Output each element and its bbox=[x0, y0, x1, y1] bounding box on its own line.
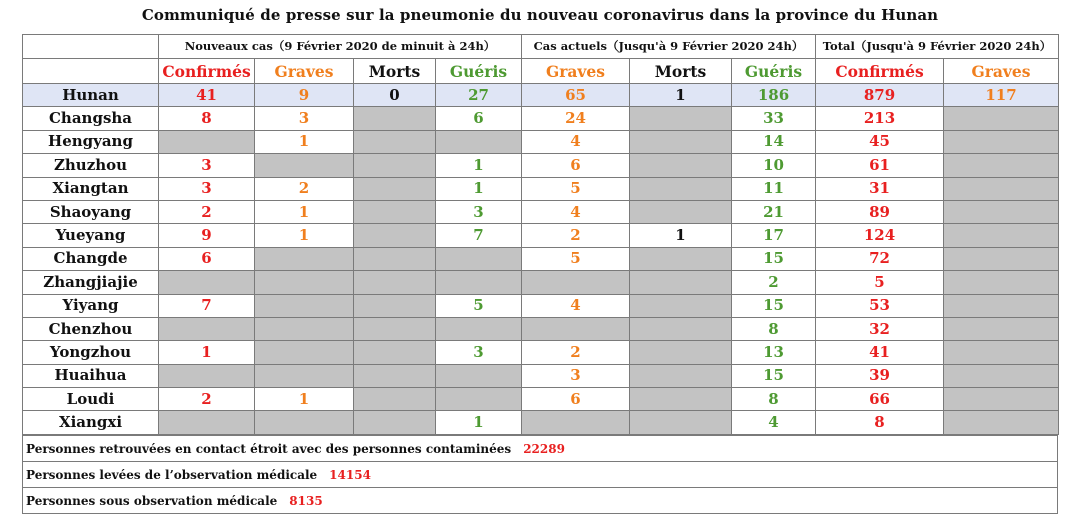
cell-new-confirmes: 1 bbox=[159, 341, 255, 364]
empty-cell bbox=[354, 341, 436, 364]
cell-new-gueris: 3 bbox=[436, 200, 522, 223]
cell-new-confirmes: 3 bbox=[159, 154, 255, 177]
cell-total-confirmes: 879 bbox=[816, 84, 944, 107]
col-header-confirmes: Confirmés bbox=[816, 59, 944, 84]
city-row bbox=[23, 411, 1059, 435]
empty-cell bbox=[159, 317, 255, 340]
cell-total-confirmes: 45 bbox=[816, 130, 944, 153]
empty-cell bbox=[630, 154, 732, 177]
city-row bbox=[23, 317, 1059, 340]
cell-current-graves: 4 bbox=[522, 200, 630, 223]
city-row bbox=[23, 224, 1059, 247]
col-header-graves: Graves bbox=[522, 59, 630, 84]
region-name: Xiangtan bbox=[23, 177, 159, 200]
cell-new-confirmes: 7 bbox=[159, 294, 255, 317]
cell-new-gueris: 27 bbox=[436, 84, 522, 107]
cell-current-gueris: 11 bbox=[732, 177, 816, 200]
empty-cell bbox=[630, 341, 732, 364]
city-row bbox=[23, 388, 1059, 411]
empty-cell bbox=[944, 317, 1059, 340]
cell-current-graves: 5 bbox=[522, 247, 630, 270]
empty-cell bbox=[630, 177, 732, 200]
empty-cell bbox=[354, 224, 436, 247]
cell-total-confirmes: 53 bbox=[816, 294, 944, 317]
col-header-graves: Graves bbox=[255, 59, 354, 84]
city-row bbox=[23, 271, 1059, 294]
cell-current-gueris: 21 bbox=[732, 200, 816, 223]
cell-current-morts: 1 bbox=[630, 84, 732, 107]
cell-total-graves: 117 bbox=[944, 84, 1059, 107]
empty-cell bbox=[159, 411, 255, 435]
empty-cell bbox=[159, 130, 255, 153]
empty-cell bbox=[159, 271, 255, 294]
empty-cell bbox=[354, 200, 436, 223]
empty-cell bbox=[630, 388, 732, 411]
cell-new-gueris: 1 bbox=[436, 411, 522, 435]
city-row bbox=[23, 177, 1059, 200]
cell-current-gueris: 15 bbox=[732, 364, 816, 387]
region-name: Changde bbox=[23, 247, 159, 270]
cell-total-confirmes: 8 bbox=[816, 411, 944, 435]
empty-cell bbox=[159, 364, 255, 387]
empty-cell bbox=[255, 247, 354, 270]
region-name: Huaihua bbox=[23, 364, 159, 387]
cell-current-gueris: 14 bbox=[732, 130, 816, 153]
cell-current-gueris: 15 bbox=[732, 247, 816, 270]
city-row bbox=[23, 130, 1059, 153]
cell-new-gueris: 5 bbox=[436, 294, 522, 317]
region-name: Hunan bbox=[23, 84, 159, 107]
region-name: Shaoyang bbox=[23, 200, 159, 223]
empty-cell bbox=[354, 317, 436, 340]
region-name: Yueyang bbox=[23, 224, 159, 247]
empty-cell bbox=[944, 341, 1059, 364]
cell-total-confirmes: 5 bbox=[816, 271, 944, 294]
cell-new-graves: 1 bbox=[255, 224, 354, 247]
cell-new-confirmes: 3 bbox=[159, 177, 255, 200]
empty-cell bbox=[630, 317, 732, 340]
empty-cell bbox=[436, 130, 522, 153]
cell-total-confirmes: 32 bbox=[816, 317, 944, 340]
cell-new-gueris: 3 bbox=[436, 341, 522, 364]
cell-current-graves: 4 bbox=[522, 294, 630, 317]
empty-cell bbox=[944, 294, 1059, 317]
cell-new-morts: 0 bbox=[354, 84, 436, 107]
cell-new-graves: 9 bbox=[255, 84, 354, 107]
cell-current-gueris: 4 bbox=[732, 411, 816, 435]
col-header-gueris: Guéris bbox=[732, 59, 816, 84]
cell-current-graves: 4 bbox=[522, 130, 630, 153]
cell-current-graves: 5 bbox=[522, 177, 630, 200]
group-header-new: Nouveaux cas（9 Février 2020 de minuit à 24h） bbox=[159, 35, 522, 59]
empty-cell bbox=[354, 107, 436, 130]
cell-new-confirmes: 9 bbox=[159, 224, 255, 247]
col-header-confirmes: Confirmés bbox=[159, 59, 255, 84]
cell-current-gueris: 8 bbox=[732, 388, 816, 411]
empty-cell bbox=[944, 388, 1059, 411]
cell-current-gueris: 2 bbox=[732, 271, 816, 294]
empty-cell bbox=[436, 317, 522, 340]
cell-total-confirmes: 66 bbox=[816, 388, 944, 411]
summary-value: 8135 bbox=[289, 493, 323, 508]
cell-new-confirmes: 41 bbox=[159, 84, 255, 107]
region-name: Xiangxi bbox=[23, 411, 159, 435]
empty-cell bbox=[255, 341, 354, 364]
summary-row-under-observation bbox=[23, 488, 1058, 514]
empty-cell bbox=[436, 388, 522, 411]
cell-current-graves: 2 bbox=[522, 341, 630, 364]
cell-new-gueris: 1 bbox=[436, 177, 522, 200]
cell-current-gueris: 186 bbox=[732, 84, 816, 107]
corner-cell bbox=[23, 59, 159, 84]
empty-cell bbox=[630, 200, 732, 223]
cell-current-graves: 24 bbox=[522, 107, 630, 130]
empty-cell bbox=[255, 411, 354, 435]
cell-current-gueris: 15 bbox=[732, 294, 816, 317]
cell-new-gueris: 1 bbox=[436, 154, 522, 177]
cell-new-graves: 1 bbox=[255, 200, 354, 223]
empty-cell bbox=[630, 411, 732, 435]
cell-total-confirmes: 124 bbox=[816, 224, 944, 247]
empty-cell bbox=[354, 247, 436, 270]
empty-cell bbox=[354, 154, 436, 177]
summary-cell bbox=[23, 462, 1058, 488]
empty-cell bbox=[944, 224, 1059, 247]
empty-cell bbox=[630, 294, 732, 317]
empty-cell bbox=[630, 130, 732, 153]
empty-cell bbox=[255, 154, 354, 177]
region-name: Zhangjiajie bbox=[23, 271, 159, 294]
summary-value: 22289 bbox=[523, 441, 565, 456]
city-row bbox=[23, 154, 1059, 177]
city-row bbox=[23, 364, 1059, 387]
empty-cell bbox=[255, 317, 354, 340]
region-name: Yongzhou bbox=[23, 341, 159, 364]
summary-cell bbox=[23, 436, 1058, 462]
group-header-current: Cas actuels（Jusqu'à 9 Février 2020 24h） bbox=[522, 35, 816, 59]
empty-cell bbox=[944, 247, 1059, 270]
cell-new-graves: 3 bbox=[255, 107, 354, 130]
cell-current-gueris: 33 bbox=[732, 107, 816, 130]
empty-cell bbox=[354, 271, 436, 294]
cell-new-confirmes: 6 bbox=[159, 247, 255, 270]
cell-current-graves: 2 bbox=[522, 224, 630, 247]
empty-cell bbox=[354, 177, 436, 200]
cell-current-graves: 3 bbox=[522, 364, 630, 387]
group-header-row bbox=[23, 35, 1059, 59]
city-row bbox=[23, 247, 1059, 270]
region-name: Yiyang bbox=[23, 294, 159, 317]
subheader-row bbox=[23, 59, 1059, 84]
region-name: Chenzhou bbox=[23, 317, 159, 340]
col-header-morts: Morts bbox=[354, 59, 436, 84]
city-row bbox=[23, 294, 1059, 317]
empty-cell bbox=[944, 411, 1059, 435]
empty-cell bbox=[354, 364, 436, 387]
col-header-graves: Graves bbox=[944, 59, 1059, 84]
cell-total-confirmes: 213 bbox=[816, 107, 944, 130]
cell-new-graves: 1 bbox=[255, 388, 354, 411]
cell-current-gueris: 17 bbox=[732, 224, 816, 247]
cell-current-graves: 6 bbox=[522, 154, 630, 177]
cell-new-confirmes: 2 bbox=[159, 388, 255, 411]
empty-cell bbox=[944, 200, 1059, 223]
cell-new-graves: 1 bbox=[255, 130, 354, 153]
region-name: Loudi bbox=[23, 388, 159, 411]
empty-cell bbox=[944, 271, 1059, 294]
cell-new-gueris: 7 bbox=[436, 224, 522, 247]
summary-cell bbox=[23, 488, 1058, 514]
region-name: Changsha bbox=[23, 107, 159, 130]
cell-new-confirmes: 2 bbox=[159, 200, 255, 223]
cell-total-confirmes: 41 bbox=[816, 341, 944, 364]
cell-current-graves: 6 bbox=[522, 388, 630, 411]
cell-current-graves: 65 bbox=[522, 84, 630, 107]
cell-total-confirmes: 72 bbox=[816, 247, 944, 270]
province-row bbox=[23, 84, 1059, 107]
cell-new-gueris: 6 bbox=[436, 107, 522, 130]
summary-label: Personnes sous observation médicale bbox=[26, 493, 278, 508]
empty-cell bbox=[436, 247, 522, 270]
empty-cell bbox=[522, 317, 630, 340]
empty-cell bbox=[522, 411, 630, 435]
empty-cell bbox=[255, 294, 354, 317]
cell-current-gueris: 10 bbox=[732, 154, 816, 177]
col-header-morts: Morts bbox=[630, 59, 732, 84]
empty-cell bbox=[354, 294, 436, 317]
summary-row-contacts bbox=[23, 436, 1058, 462]
empty-cell bbox=[522, 271, 630, 294]
corner-cell bbox=[23, 35, 159, 59]
empty-cell bbox=[436, 271, 522, 294]
cell-total-confirmes: 89 bbox=[816, 200, 944, 223]
cell-current-gueris: 13 bbox=[732, 341, 816, 364]
empty-cell bbox=[944, 107, 1059, 130]
empty-cell bbox=[630, 364, 732, 387]
empty-cell bbox=[944, 154, 1059, 177]
empty-cell bbox=[255, 364, 354, 387]
cell-new-confirmes: 8 bbox=[159, 107, 255, 130]
summary-row-released bbox=[23, 462, 1058, 488]
empty-cell bbox=[354, 388, 436, 411]
cell-total-confirmes: 31 bbox=[816, 177, 944, 200]
page-title: Communiqué de presse sur la pneumonie du nouveau coronavirus dans la province du Hunan bbox=[141, 6, 939, 24]
summary-value: 14154 bbox=[329, 467, 371, 482]
empty-cell bbox=[630, 271, 732, 294]
empty-cell bbox=[944, 364, 1059, 387]
empty-cell bbox=[436, 364, 522, 387]
city-row bbox=[23, 200, 1059, 223]
empty-cell bbox=[944, 130, 1059, 153]
cell-total-confirmes: 39 bbox=[816, 364, 944, 387]
cell-total-confirmes: 61 bbox=[816, 154, 944, 177]
group-header-total: Total（Jusqu'à 9 Février 2020 24h） bbox=[816, 35, 1059, 59]
region-name: Zhuzhou bbox=[23, 154, 159, 177]
empty-cell bbox=[354, 130, 436, 153]
empty-cell bbox=[255, 271, 354, 294]
cell-new-graves: 2 bbox=[255, 177, 354, 200]
summary-table bbox=[22, 435, 1058, 514]
statistics-table bbox=[22, 34, 1059, 435]
region-name: Hengyang bbox=[23, 130, 159, 153]
summary-label: Personnes levées de l’observation médicale bbox=[26, 467, 318, 482]
col-header-gueris: Guéris bbox=[436, 59, 522, 84]
empty-cell bbox=[630, 247, 732, 270]
city-row bbox=[23, 341, 1059, 364]
city-row bbox=[23, 107, 1059, 130]
empty-cell bbox=[354, 411, 436, 435]
summary-label: Personnes retrouvées en contact étroit avec des personnes contaminées bbox=[26, 441, 512, 456]
empty-cell bbox=[630, 107, 732, 130]
cell-current-gueris: 8 bbox=[732, 317, 816, 340]
cell-current-morts: 1 bbox=[630, 224, 732, 247]
empty-cell bbox=[944, 177, 1059, 200]
